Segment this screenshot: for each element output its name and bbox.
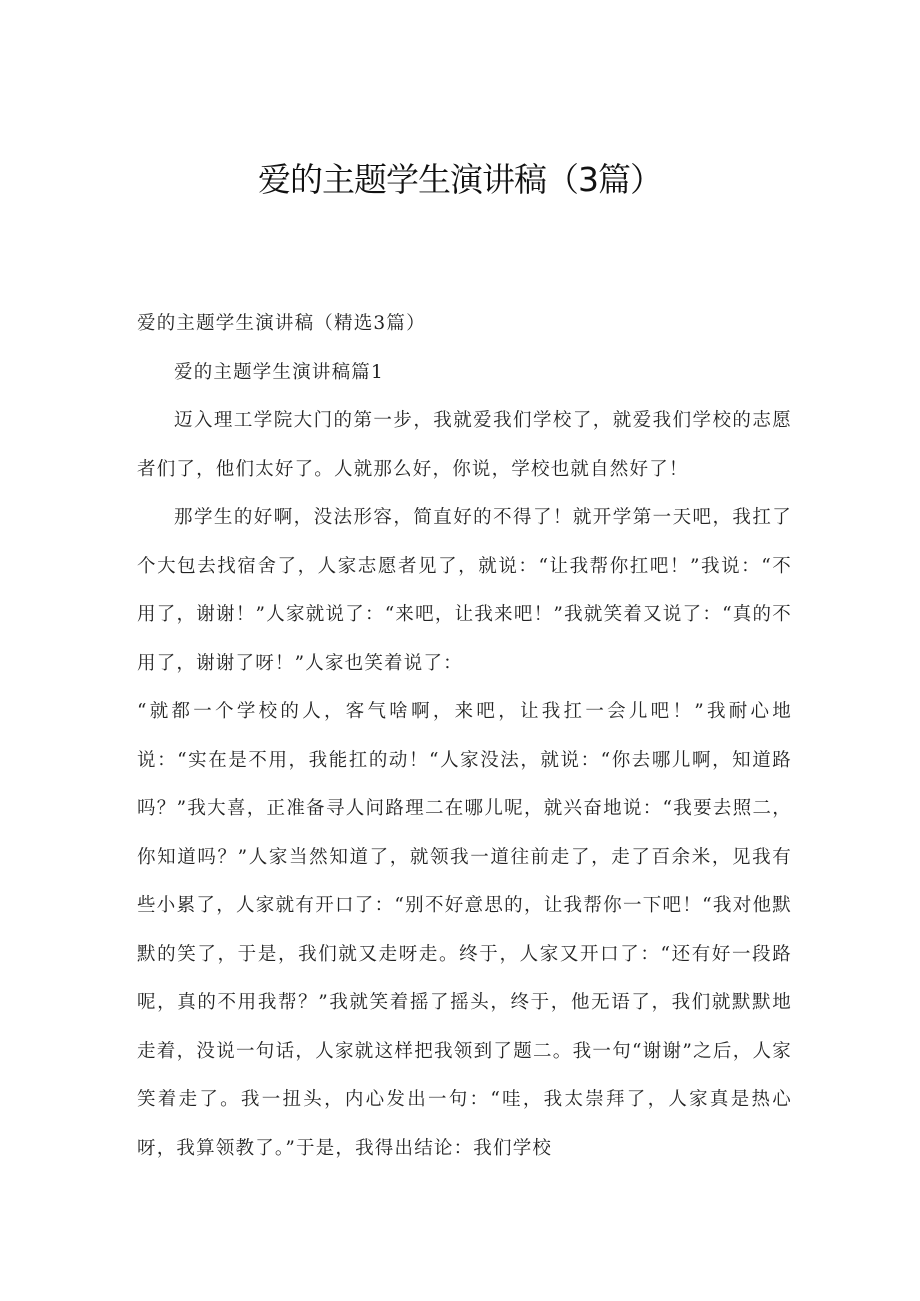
section-heading: 爱的主题学生演讲稿篇1 — [174, 361, 384, 383]
paragraph-2: 那学生的好啊，没法形容，简直好的不得了！就开学第一天吧，我扛了个大包去找宿舍了，人家志愿者见了，就说：“让我帮你扛吧！”我说：“不用了，谢谢！”人家就说了：“来吧，让我来吧！”我就笑着又说了：“真的不用了，谢谢了呀！”人家也笑着说了： — [137, 507, 792, 674]
document-title: 爱的主题学生演讲稿（3篇） — [258, 160, 662, 199]
paragraph-3: “就都一个学校的人，客气啥啊，来吧，让我扛一会儿吧！”我耐心地说：“实在是不用，我能扛的动！“人家没法，就说：“你去哪儿啊，知道路吗？”我大喜，正准备寻人问路理二在哪儿呢，就兴奋地说：“我要去照二，你知道吗？”人家当然知道了，就领我一道往前走了，走了百余米，见我有些小累了，人家就有开口了：“别不好意思的，让我帮你一下吧！“我对他默默的笑了，于是，我们就又走呀走。终于，人家又开口了：“还有好一段路呢，真的不用我帮？”我就笑着摇了摇头，终于，他无语了，我们就默默地走着，没说一句话，人家就这样把我领到了题二。我一句“谢谢”之后，人家笑着走了。我一扭头，内心发出一句：“哇，我太崇拜了，人家真是热心呀，我算领教了。”于是，我得出结论：我们学校 — [137, 701, 792, 1159]
intro-line: 爱的主题学生演讲稿（精选3篇） — [137, 313, 426, 334]
document-body — [137, 300, 792, 1173]
paragraph-1: 迈入理工学院大门的第一步，我就爱我们学校了，就爱我们学校的志愿者们了，他们太好了。人就那么好，你说，学校也就自然好了！ — [137, 410, 792, 480]
